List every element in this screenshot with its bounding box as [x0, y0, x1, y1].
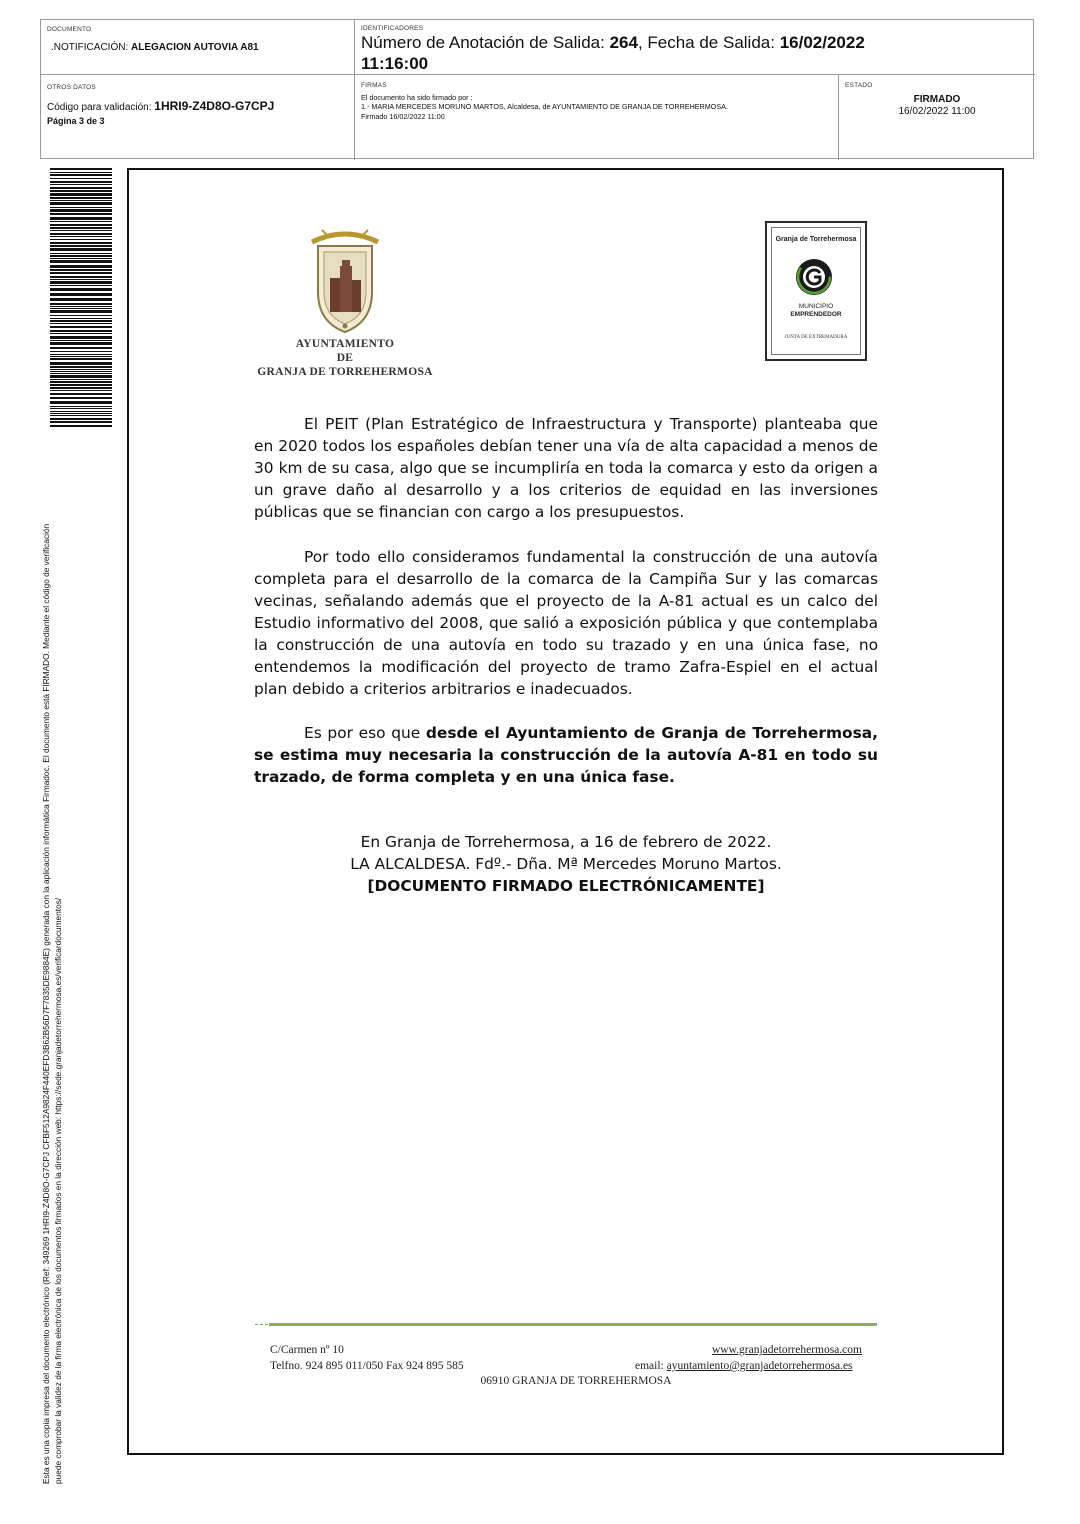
documento-cell [41, 20, 355, 75]
documento-value: .NOTIFICACIÓN: ALEGACION AUTOVIA A81 [51, 42, 259, 53]
estado-cell [839, 75, 1035, 160]
otros-datos-cell [41, 75, 355, 160]
footer-phone: Telfno. 924 895 011/050 Fax 924 895 585 [270, 1360, 464, 1372]
firmas-cell [355, 75, 839, 160]
footer-website-link[interactable]: www.granjadetorrehermosa.com [712, 1344, 862, 1356]
verification-side-text: Esta es una copia impresa del documento electrónico (Ref: 349269 1HRI9-Z4D8O-G7CPJ CFBF512A9824F440EFD3B62B56D7F7835DE9884E) generada con la aplicación informática Firmadoc. El documento está FIRMADO. Mediante el código de verificación puede comprobar la validez de la firma electrónica de los documentos firmados en la dirección web: https://sede.granjadetorrehermosa.es/verificardocumentos/ [41, 523, 63, 1484]
pagina-number: Página 3 de 3 [47, 116, 105, 126]
documento-label: DOCUMENTO [47, 26, 92, 33]
badge-emprendedor: EMPRENDEDOR [790, 311, 842, 318]
identificadores-label: IDENTIFICADORES [361, 25, 424, 32]
identificadores-cell [355, 20, 1035, 75]
badge-municipio: MUNICIPIO [798, 303, 834, 310]
ayuntamiento-name: AYUNTAMIENTO DE GRANJA DE TORREHERMOSA [257, 338, 433, 378]
firmas-detail: El documento ha sido firmado por : 1.- MARIA MERCEDES MORUNO MARTOS, Alcaldesa, de AYUNTAMIENTO DE GRANJA DE TORREHERMOSA. Firmado 16/02/2022 11:00 [361, 93, 728, 121]
sign-electronic: [DOCUMENTO FIRMADO ELECTRÓNICAMENTE] [367, 877, 765, 895]
footer-city: 06910 GRANJA DE TORREHERMOSA [480, 1375, 672, 1387]
badge-title: Granja de Torrehermosa [775, 236, 857, 243]
footer-divider [255, 1322, 877, 1327]
paragraph-3: Es por eso que desde el Ayuntamiento de Granja de Torrehermosa, se estima muy necesaria la construcción de la autovía A-81 en todo su trazado, de forma completa y en una única fase. [254, 724, 878, 786]
badge-junta: JUNTA DE EXTREMADURA [784, 335, 848, 340]
coat-of-arms-logo [300, 222, 390, 340]
otros-datos-label: OTROS DATOS [47, 84, 96, 91]
anotacion-salida: Número de Anotación de Salida: 264, Fecha de Salida: 16/02/2022 11:16:00 [361, 33, 865, 73]
barcode-image [50, 168, 112, 428]
firmas-label: FIRMAS [361, 82, 387, 89]
paragraph-1: El PEIT (Plan Estratégico de Infraestructura y Transporte) planteaba que en 2020 todos los españoles debían tener una vía de alta capacidad a menos de 30 km de su casa, algo que se incumpliría en toda la comarca y esto da origen a un grave daño al desarrollo y a los criterios de equidad en las inversiones públicas que se financian con cargo a los presupuestos. [254, 415, 878, 521]
sign-alcaldesa: LA ALCALDESA. Fdº.- Dña. Mª Mercedes Moruno Martos. [350, 855, 782, 873]
signature-block [254, 831, 878, 897]
codigo-validacion: Código para validación: 1HRI9-Z4D8O-G7CPJ [47, 99, 275, 113]
footer-address: C/Carmen nº 10 [270, 1344, 344, 1356]
estado-label: ESTADO [845, 82, 873, 89]
footer-email[interactable]: email: ayuntamiento@granjadetorrehermosa.es [635, 1360, 853, 1372]
estado-value: FIRMADO [913, 94, 961, 105]
estado-date: 16/02/2022 11:00 [898, 106, 976, 117]
sign-place-date: En Granja de Torrehermosa, a 16 de febrero de 2022. [360, 833, 772, 851]
document-header-table [40, 19, 1034, 159]
municipio-emprendedor-badge [765, 221, 867, 361]
emprendedor-g-icon [795, 258, 833, 296]
paragraph-2: Por todo ello consideramos fundamental la construcción de una autovía completa para el desarrollo de la comarca de la Campiña Sur y las comarcas vecinas, señalando además que el proyecto de la A-81 actual es un calco del Estudio informativo del 2008, que salió a exposición pública y que contemplaba la construcción de una autovía en todo su trazado y en una única fase, no entendemos la modificación del proyecto de tramo Zafra-Espiel en el actual plan debido a criterios arbitrarios e inadecuados. [254, 548, 878, 698]
